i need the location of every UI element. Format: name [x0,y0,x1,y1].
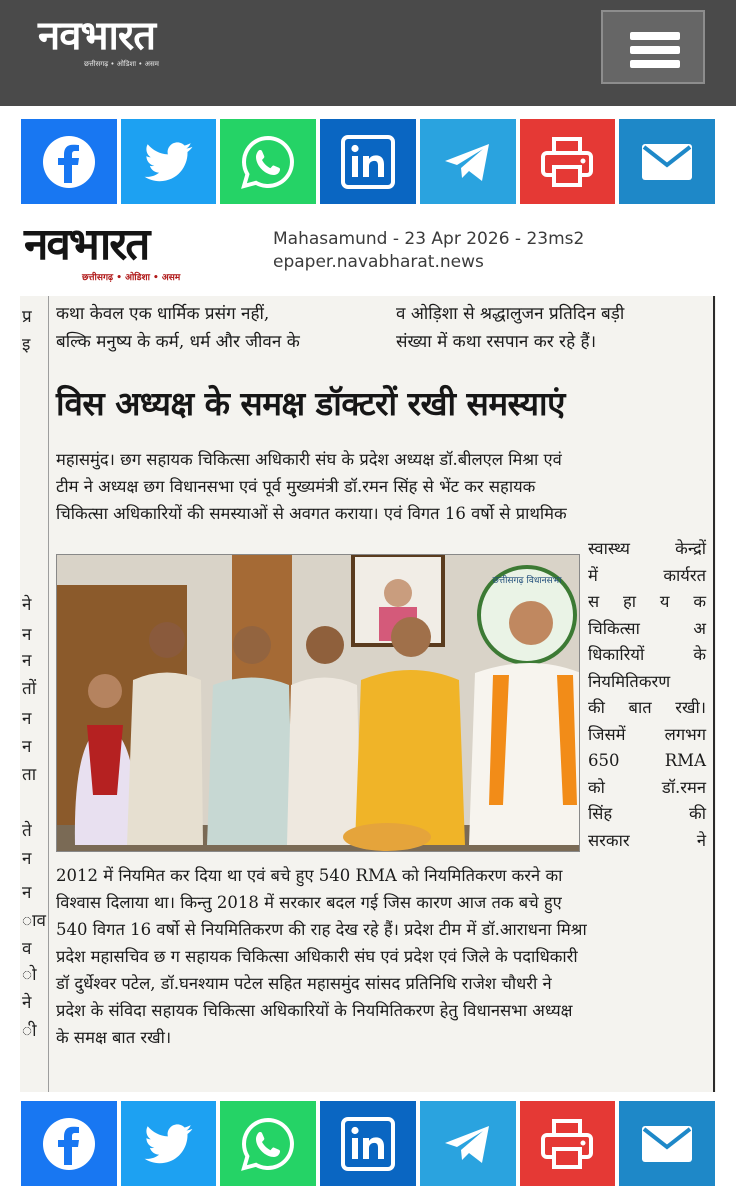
share-email-button[interactable] [619,119,715,204]
share-linkedin-button[interactable] [320,119,416,204]
adjacent-column-fragment [20,296,46,1092]
edge-fragment: न [22,651,32,671]
column-divider [713,296,715,1092]
share-email-button[interactable] [619,1101,715,1186]
assembly-seal-text: छत्तीसगढ़ विधानसभा [492,576,562,586]
edge-fragment: ाव [22,911,46,931]
share-telegram-button[interactable] [420,1101,516,1186]
article-line: को डॉ.रमन [588,777,706,797]
article-line: नियमितिकरण [588,671,671,691]
twitter-icon [140,1115,198,1173]
linkedin-icon [339,1115,397,1173]
edge-fragment: न [22,883,32,903]
mail-icon [638,1115,696,1173]
edge-fragment: ते [22,821,32,841]
facebook-icon [40,1115,98,1173]
edition-line: Mahasamund - 23 Apr 2026 - 23ms2 [273,229,585,249]
mail-icon [638,133,696,191]
site-logo[interactable] [38,14,159,69]
article-line: 650 RMA [588,751,706,770]
article-headline: विस अध्यक्ष के समक्ष डॉक्टरों रखी समस्याएं [56,384,565,423]
printer-icon [538,133,596,191]
article-photo [56,554,580,852]
article-line: महासमुंद। छग सहायक चिकित्सा अधिकारी संघ के प्रदेश अध्यक्ष डॉ.बीलएल मिश्रा एवं [56,450,562,469]
previous-story-line: व ओड़िशा से श्रद्धालुजन प्रतिदिन बड़ी [396,304,625,324]
hamburger-menu-button[interactable] [601,10,705,84]
edge-fragment: ता [22,765,37,785]
share-bar-top [21,119,715,204]
article-line: प्रदेश महासचिव छ ग सहायक चिकित्सा अधिकारी संघ एवं प्रदेश एवं जिले के पदाधिकारी [56,947,578,966]
article-line: विश्वास दिलाया था। किन्तु 2018 में सरकार बदल गई जिस कारण आज तक बचे हुए [56,893,562,912]
share-facebook-button[interactable] [21,119,117,204]
article-intro [56,446,708,527]
paper-logo [24,220,180,283]
edge-fragment: इ [22,335,31,355]
previous-story-line: कथा केवल एक धार्मिक प्रसंग नहीं, [56,304,270,324]
article-side-column [588,536,706,854]
edge-fragment: न [22,625,32,645]
article-line: चिकित्सा अधिकारियों की समस्याओं से अवगत कराया। एवं विगत 16 वर्षो से प्राथमिक [56,504,567,523]
column-divider [48,296,49,1092]
article-line: स्वास्थ्य केन्द्रों [588,539,706,558]
edge-fragment: न [22,849,32,869]
article-line: में कार्यरत [588,565,706,585]
article-photo-image [57,555,580,852]
article-line: डॉ दुर्धेश्वर पटेल, डॉ.घनश्याम पटेल सहित महासमुंद सांसद प्रतिनिधि राजेश चौधरी ने [56,974,552,993]
telegram-icon [439,133,497,191]
share-bar-bottom [21,1101,715,1186]
share-print-button[interactable] [520,1101,616,1186]
article-line: सरकार ने [588,830,706,850]
article-line: के समक्ष बात रखी। [56,1028,172,1047]
hamburger-menu-icon [630,46,680,54]
previous-story-left [56,300,300,356]
twitter-icon [140,133,198,191]
share-twitter-button[interactable] [121,119,217,204]
previous-story-line: संख्या में कथा रसपान कर रहे हैं। [396,332,597,352]
edge-fragment: ो [22,965,37,985]
site-header [0,0,736,106]
share-twitter-button[interactable] [121,1101,217,1186]
article-line: स हा य क [588,592,706,611]
share-whatsapp-button[interactable] [220,119,316,204]
edge-fragment: न [22,737,32,757]
article-clipping [20,296,716,1092]
article-line: जिसमें लगभग [588,724,706,744]
site-logo-text: नवभारत [38,13,156,59]
article-line: 2012 में नियमित कर दिया था एवं बचे हुए 540 RMA को नियमितिकरण करने का [56,866,563,885]
article-line: टीम ने अध्यक्ष छग विधानसभा एवं पूर्व मुख्यमंत्री डॉ.रमन सिंह से भेंट कर सहायक [56,477,536,496]
whatsapp-icon [239,133,297,191]
share-whatsapp-button[interactable] [220,1101,316,1186]
edge-fragment: न [22,709,32,729]
article-line: धिकारियों के [588,645,706,664]
paper-logo-subtitle: छत्तीसगढ़ • ओडिशा • असम [82,273,181,283]
article-body [56,862,708,1051]
printer-icon [538,1115,596,1173]
share-linkedin-button[interactable] [320,1101,416,1186]
facebook-icon [40,133,98,191]
article-line: सिंह की [588,804,706,823]
article-line: की बात रखी। [588,698,706,717]
whatsapp-icon [239,1115,297,1173]
edge-fragment: ी [22,1021,37,1041]
share-facebook-button[interactable] [21,1101,117,1186]
paper-logo-text: नवभारत [24,219,149,270]
previous-story-right [396,300,624,356]
article-line: चिकित्सा अ [588,618,706,638]
hamburger-menu-icon [630,32,680,40]
edge-fragment: ने [22,993,32,1013]
hamburger-menu-icon [630,60,680,68]
article-line: प्रदेश के संविदा सहायक चिकित्सा अधिकारियों के नियमितिकरण हेतु विधानसभा अध्यक्ष [56,1001,573,1020]
epaper-masthead [24,218,714,292]
edge-fragment: ने [22,595,32,615]
edge-fragment: तों [22,679,37,699]
edge-fragment: प्र [22,307,32,327]
epaper-site-link[interactable]: epaper.navabharat.news [273,252,484,272]
telegram-icon [439,1115,497,1173]
edition-info [273,228,584,274]
share-telegram-button[interactable] [420,119,516,204]
article-line: 540 विगत 16 वर्षो से नियमितिकरण की राह देख रहे हैं। प्रदेश टीम में डॉ.आराधना मिश्रा [56,920,587,939]
previous-story-line: बल्कि मनुष्य के कर्म, धर्म और जीवन के [56,332,300,352]
edge-fragment: व [22,939,32,959]
share-print-button[interactable] [520,119,616,204]
site-logo-subtitle: छत्तीसगढ़ • ओडिशा • असम [84,60,159,68]
linkedin-icon [339,133,397,191]
